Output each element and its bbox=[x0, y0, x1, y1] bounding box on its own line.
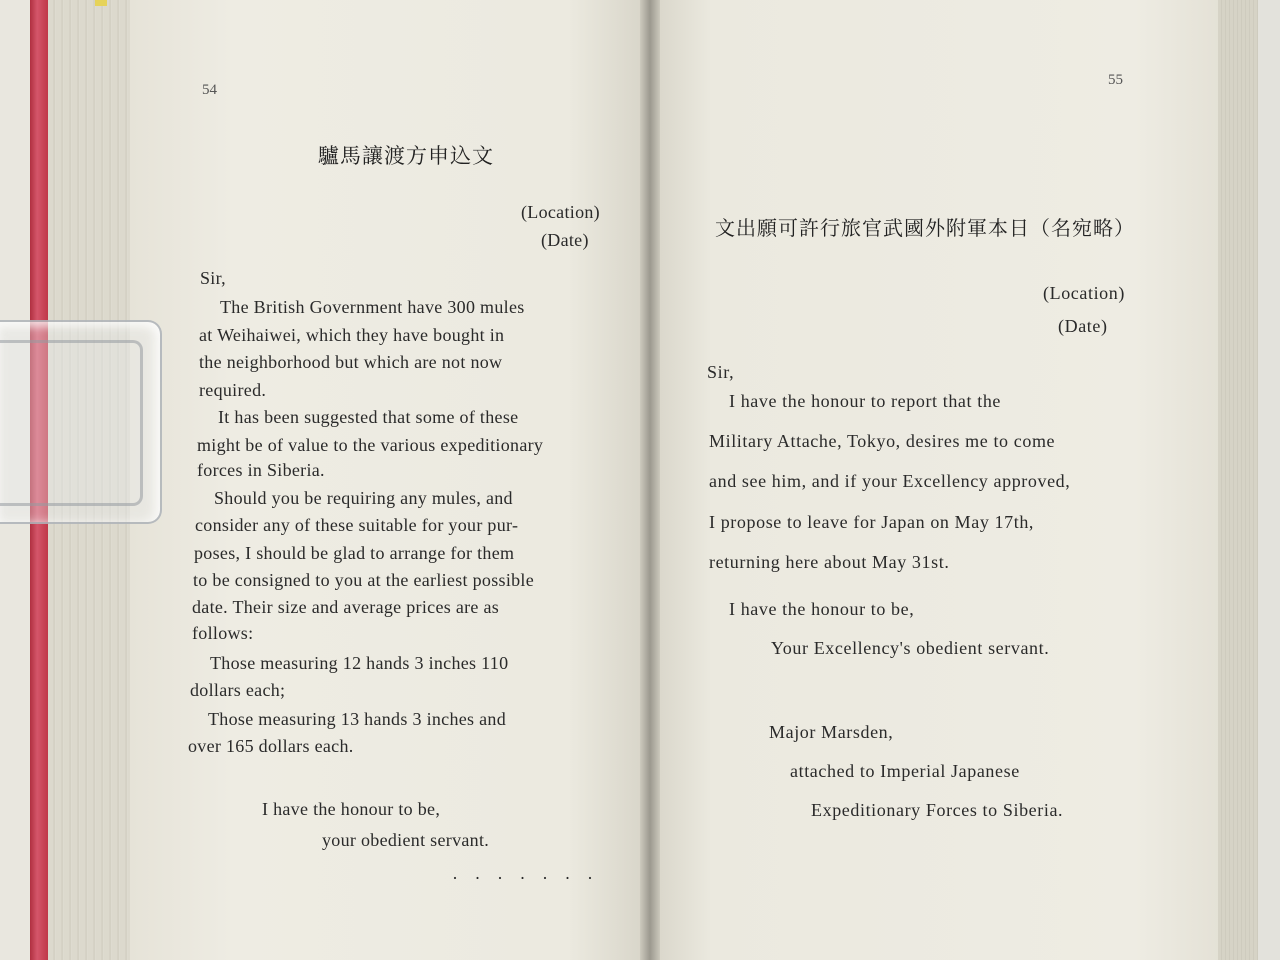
letter-line: I have the honour to report that the bbox=[729, 391, 1002, 411]
location-placeholder-left: (Location) bbox=[521, 202, 600, 222]
signature-name: Major Marsden, bbox=[769, 722, 894, 742]
page-number-right: 55 bbox=[1108, 72, 1123, 88]
closing-signature-right: Your Excellency's obedient servant. bbox=[771, 638, 1050, 658]
letter-line: and see him, and if your Excellency approved, bbox=[709, 471, 1071, 491]
letter-line: to be consigned to you at the earliest possible bbox=[193, 570, 535, 590]
letter-line: I propose to leave for Japan on May 17th, bbox=[709, 512, 1035, 532]
letter-line: consider any of these suitable for your pur- bbox=[195, 515, 519, 535]
letter-line: at Weihaiwei, which they have bought in bbox=[199, 325, 505, 345]
letter-line: date. Their size and average prices are as bbox=[192, 597, 500, 617]
signature-unit: Expeditionary Forces to Siberia. bbox=[811, 800, 1064, 820]
letter-line: forces in Siberia. bbox=[197, 460, 325, 480]
letter-line: required. bbox=[199, 380, 267, 400]
date-placeholder-right: (Date) bbox=[1058, 316, 1108, 336]
letter-line: Those measuring 13 hands 3 inches and bbox=[208, 709, 507, 729]
letter-line: Those measuring 12 hands 3 inches 110 bbox=[210, 653, 509, 673]
book-gutter bbox=[640, 0, 660, 960]
salutation-right: Sir, bbox=[707, 362, 735, 382]
letter-line: returning here about May 31st. bbox=[709, 552, 950, 572]
letter-line: follows: bbox=[192, 623, 254, 643]
right-page-stack-edges bbox=[1218, 0, 1258, 960]
closing-line-left: I have the honour to be, bbox=[262, 799, 441, 819]
location-placeholder-right: (Location) bbox=[1043, 283, 1125, 303]
letter-line: It has been suggested that some of these bbox=[218, 407, 519, 427]
letter-line: over 165 dollars each. bbox=[188, 736, 354, 756]
page-heading-left: 驢馬讓渡方申込文 bbox=[318, 144, 494, 168]
signature-title: attached to Imperial Japanese bbox=[790, 761, 1020, 781]
date-placeholder-left: (Date) bbox=[541, 230, 589, 250]
page-heading-right: 文出願可許行旅官武國外附軍本日（名宛略） bbox=[715, 216, 1135, 240]
bookmark-tab bbox=[95, 0, 107, 6]
letter-line: poses, I should be glad to arrange for them bbox=[194, 543, 515, 563]
ellipsis-dots: · · · · · · · bbox=[452, 868, 599, 888]
letter-line: Military Attache, Tokyo, desires me to come bbox=[709, 431, 1056, 451]
closing-line-right: I have the honour to be, bbox=[729, 599, 915, 619]
letter-line: the neighborhood but which are not now bbox=[199, 352, 503, 372]
letter-line: The British Government have 300 mules bbox=[220, 297, 525, 317]
closing-signature-left: your obedient servant. bbox=[322, 830, 490, 850]
page-number-left: 54 bbox=[202, 82, 217, 98]
letter-line: might be of value to the various expeditionary bbox=[197, 435, 544, 455]
letter-line: Should you be requiring any mules, and bbox=[214, 488, 513, 508]
letter-line: dollars each; bbox=[190, 680, 286, 700]
background-surface bbox=[1258, 0, 1280, 960]
salutation-left: Sir, bbox=[200, 268, 226, 288]
acrylic-page-holder-inner bbox=[0, 340, 143, 506]
